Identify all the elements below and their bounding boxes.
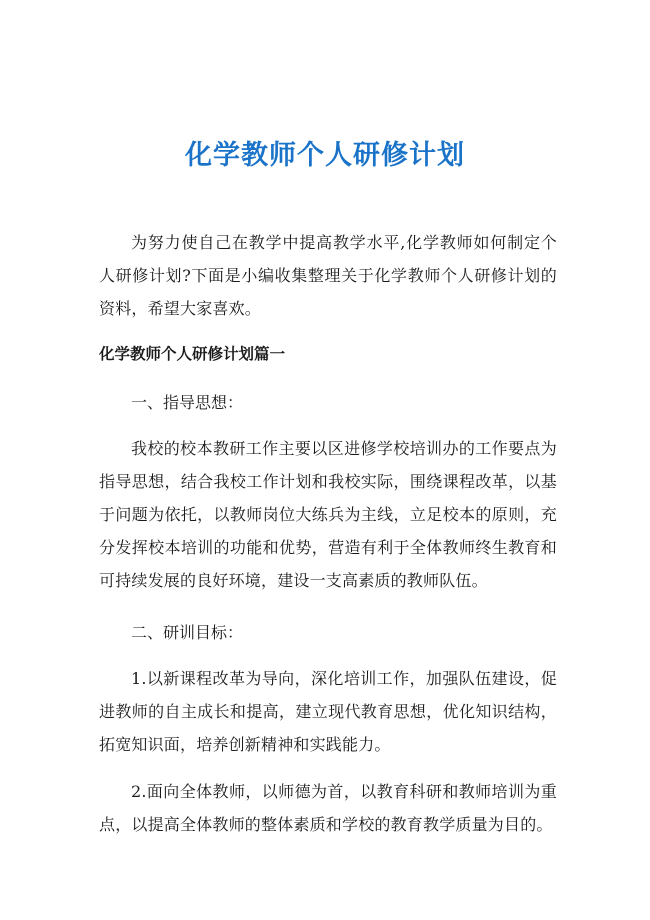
paragraph-goal-2: 2.面向全体教师，以师德为首，以教育科研和教师培训为重点，以提高全体教师的整体素质和学校的教育教学质量为目的。 — [99, 782, 557, 834]
paragraph-goal-1: 1.以新课程改革为导向，深化培训工作，加强队伍建设，促进教师的自主成长和提高，建立现代教育思想，优化知识结构，拓宽知识面，培养创新精神和实践能力。 — [99, 669, 557, 754]
section-heading: 化学教师个人研修计划篇一 — [99, 345, 286, 363]
intro-paragraph: 为努力使自己在教学中提高教学水平,化学教师如何制定个人研修计划?下面是小编收集整理关于化学教师个人研修计划的资料，希望大家喜欢。 — [99, 233, 557, 318]
paragraph-guiding-ideology: 我校的校本教研工作主要以区进修学校培训办的工作要点为指导思想，结合我校工作计划和我校实际，围绕课程改革，以基于问题为依托，以教师岗位大练兵为主线，立足校本的原则，充分发挥校本培训的功能和优势，营造有利于全体教师终生教育和可持续发展的良好环境，建设一支高素质的教师队伍。 — [99, 439, 557, 590]
subheading-training-goals: 二、研训目标： — [131, 623, 244, 642]
document-title: 化学教师个人研修计划 — [185, 140, 465, 171]
subheading-guiding-ideology: 一、指导思想： — [131, 393, 244, 412]
